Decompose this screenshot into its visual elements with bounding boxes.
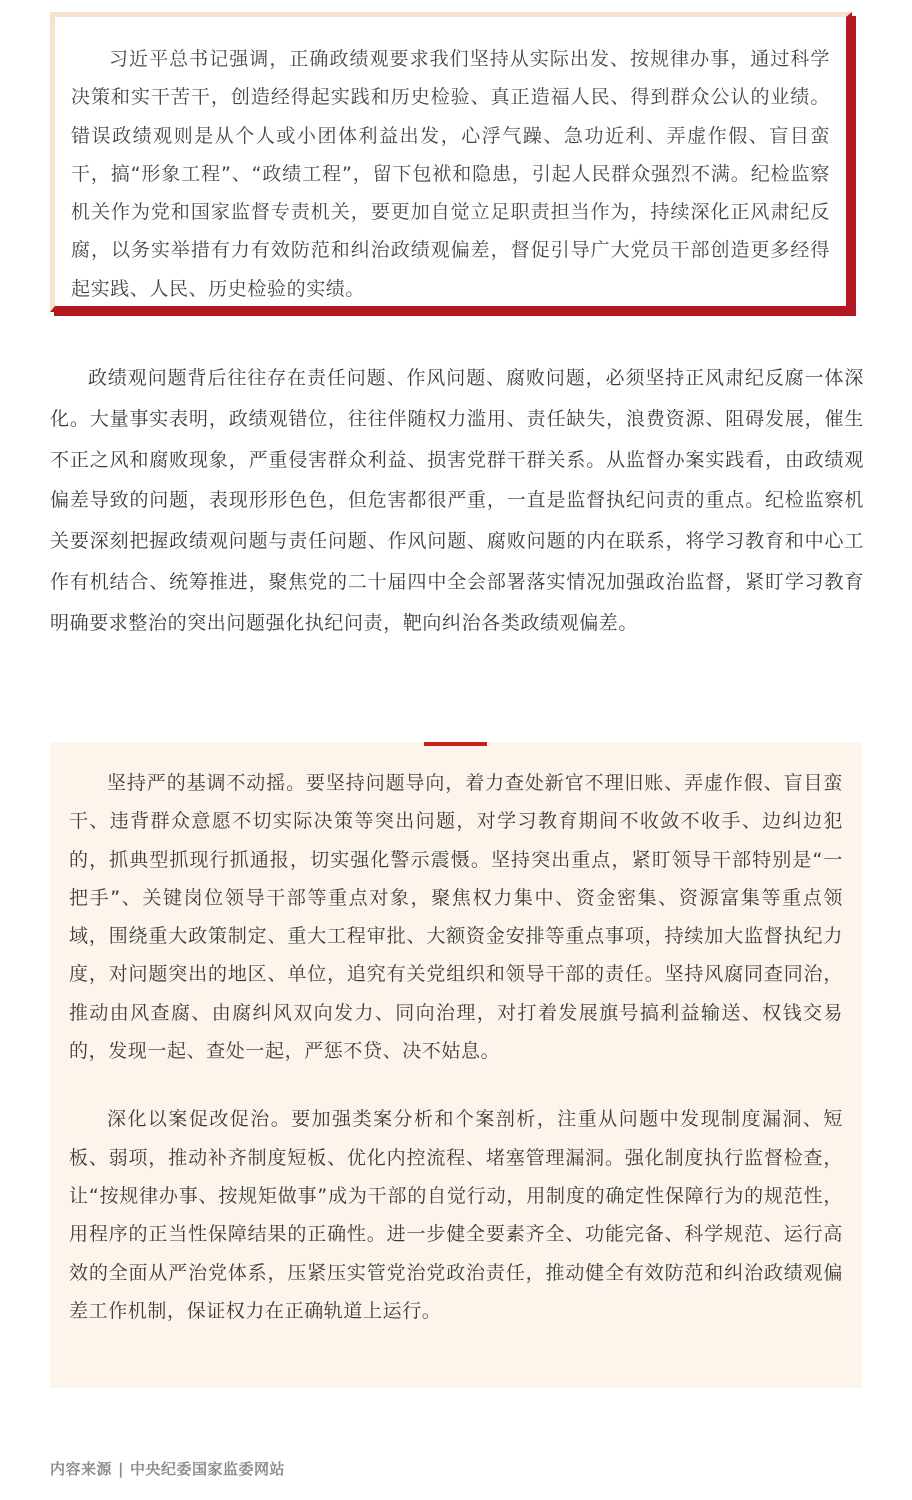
quote-box <box>50 12 852 312</box>
content-source <box>50 1458 285 1479</box>
source-separator: | <box>118 1460 124 1478</box>
source-name: 中央纪委国家监委网站 <box>130 1460 286 1478</box>
body-paragraph: 政绩观问题背后往往存在责任问题、作风问题、腐败问题，必须坚持正风肃纪反腐一体深化。大量事实表明，政绩观错位，往往伴随权力滥用、责任缺失，浪费资源、阻碍发展，催生不正之风和腐败现象，严重侵害群众利益、损害党群干群关系。从监督办案实践看，由政绩观偏差导致的问题，表现形形色色，但危害都很严重，一直是监督执纪问责的重点。纪检监察机关要深刻把握政绩观问题与责任问题、作风问题、腐败问题的内在联系，将学习教育和中心工作有机结合、统筹推进，聚焦党的二十届四中全会部署落实情况加强政治监督，紧盯学习教育明确要求整治的突出问题强化执纪问责，靶向纠治各类政绩观偏差。 <box>50 367 864 634</box>
highlight-paragraph-1: 坚持严的基调不动摇。要坚持问题导向，着力查处新官不理旧账、弄虚作假、盲目蛮干、违背群众意愿不切实际决策等突出问题，对学习教育期间不收敛不收手、边纠边犯的，抓典型抓现行抓通报，切实强化警示震慑。坚持突出重点，紧盯领导干部特别是“一把手”、关键岗位领导干部等重点对象，聚焦权力集中、资金密集、资源富集等重点领域，围绕重大政策制定、重大工程审批、大额资金安排等重点事项，持续加大监督执纪力度，对问题突出的地区、单位，追究有关党组织和领导干部的责任。坚持风腐同查同治，推动由风查腐、由腐纠风双向发力、同向治理，对打着发展旗号搞利益输送、权钱交易的，发现一起、查处一起，严惩不贷、决不姑息。 <box>69 772 843 1063</box>
highlight-box <box>50 742 862 1388</box>
highlight-paragraph-2: 深化以案促改促治。要加强类案分析和个案剖析，注重从问题中发现制度漏洞、短板、弱项，推动补齐制度短板、优化内控流程、堵塞管理漏洞。强化制度执行监督检查，让“按规律办事、按规矩做事”成为干部的自觉行动，用制度的确定性保障行为的规范性，用程序的正当性保障结果的正确性。进一步健全要素齐全、功能完备、科学规范、运行高效的全面从严治党体系，压紧压实管党治党政治责任，推动健全有效防范和纠治政绩观偏差工作机制，保证权力在正确轨道上运行。 <box>69 1108 843 1322</box>
quote-paragraph: 习近平总书记强调，正确政绩观要求我们坚持从实际出发、按规律办事，通过科学决策和实干苦干，创造经得起实践和历史检验、真正造福人民、得到群众公认的业绩。错误政绩观则是从个人或小团体利益出发，心浮气躁、急功近利、弄虚作假、盲目蛮干，搞“形象工程”、“政绩工程”，留下包袱和隐患，引起人民群众强烈不满。纪检监察机关作为党和国家监督专责机关，要更加自觉立足职责担当作为，持续深化正风肃纪反腐，以务实举措有力有效防范和纠治政绩观偏差，督促引导广大党员干部创造更多经得起实践、人民、历史检验的实绩。 <box>71 48 830 300</box>
source-label: 内容来源 <box>50 1460 113 1478</box>
highlight-top-accent-bar <box>424 742 487 746</box>
